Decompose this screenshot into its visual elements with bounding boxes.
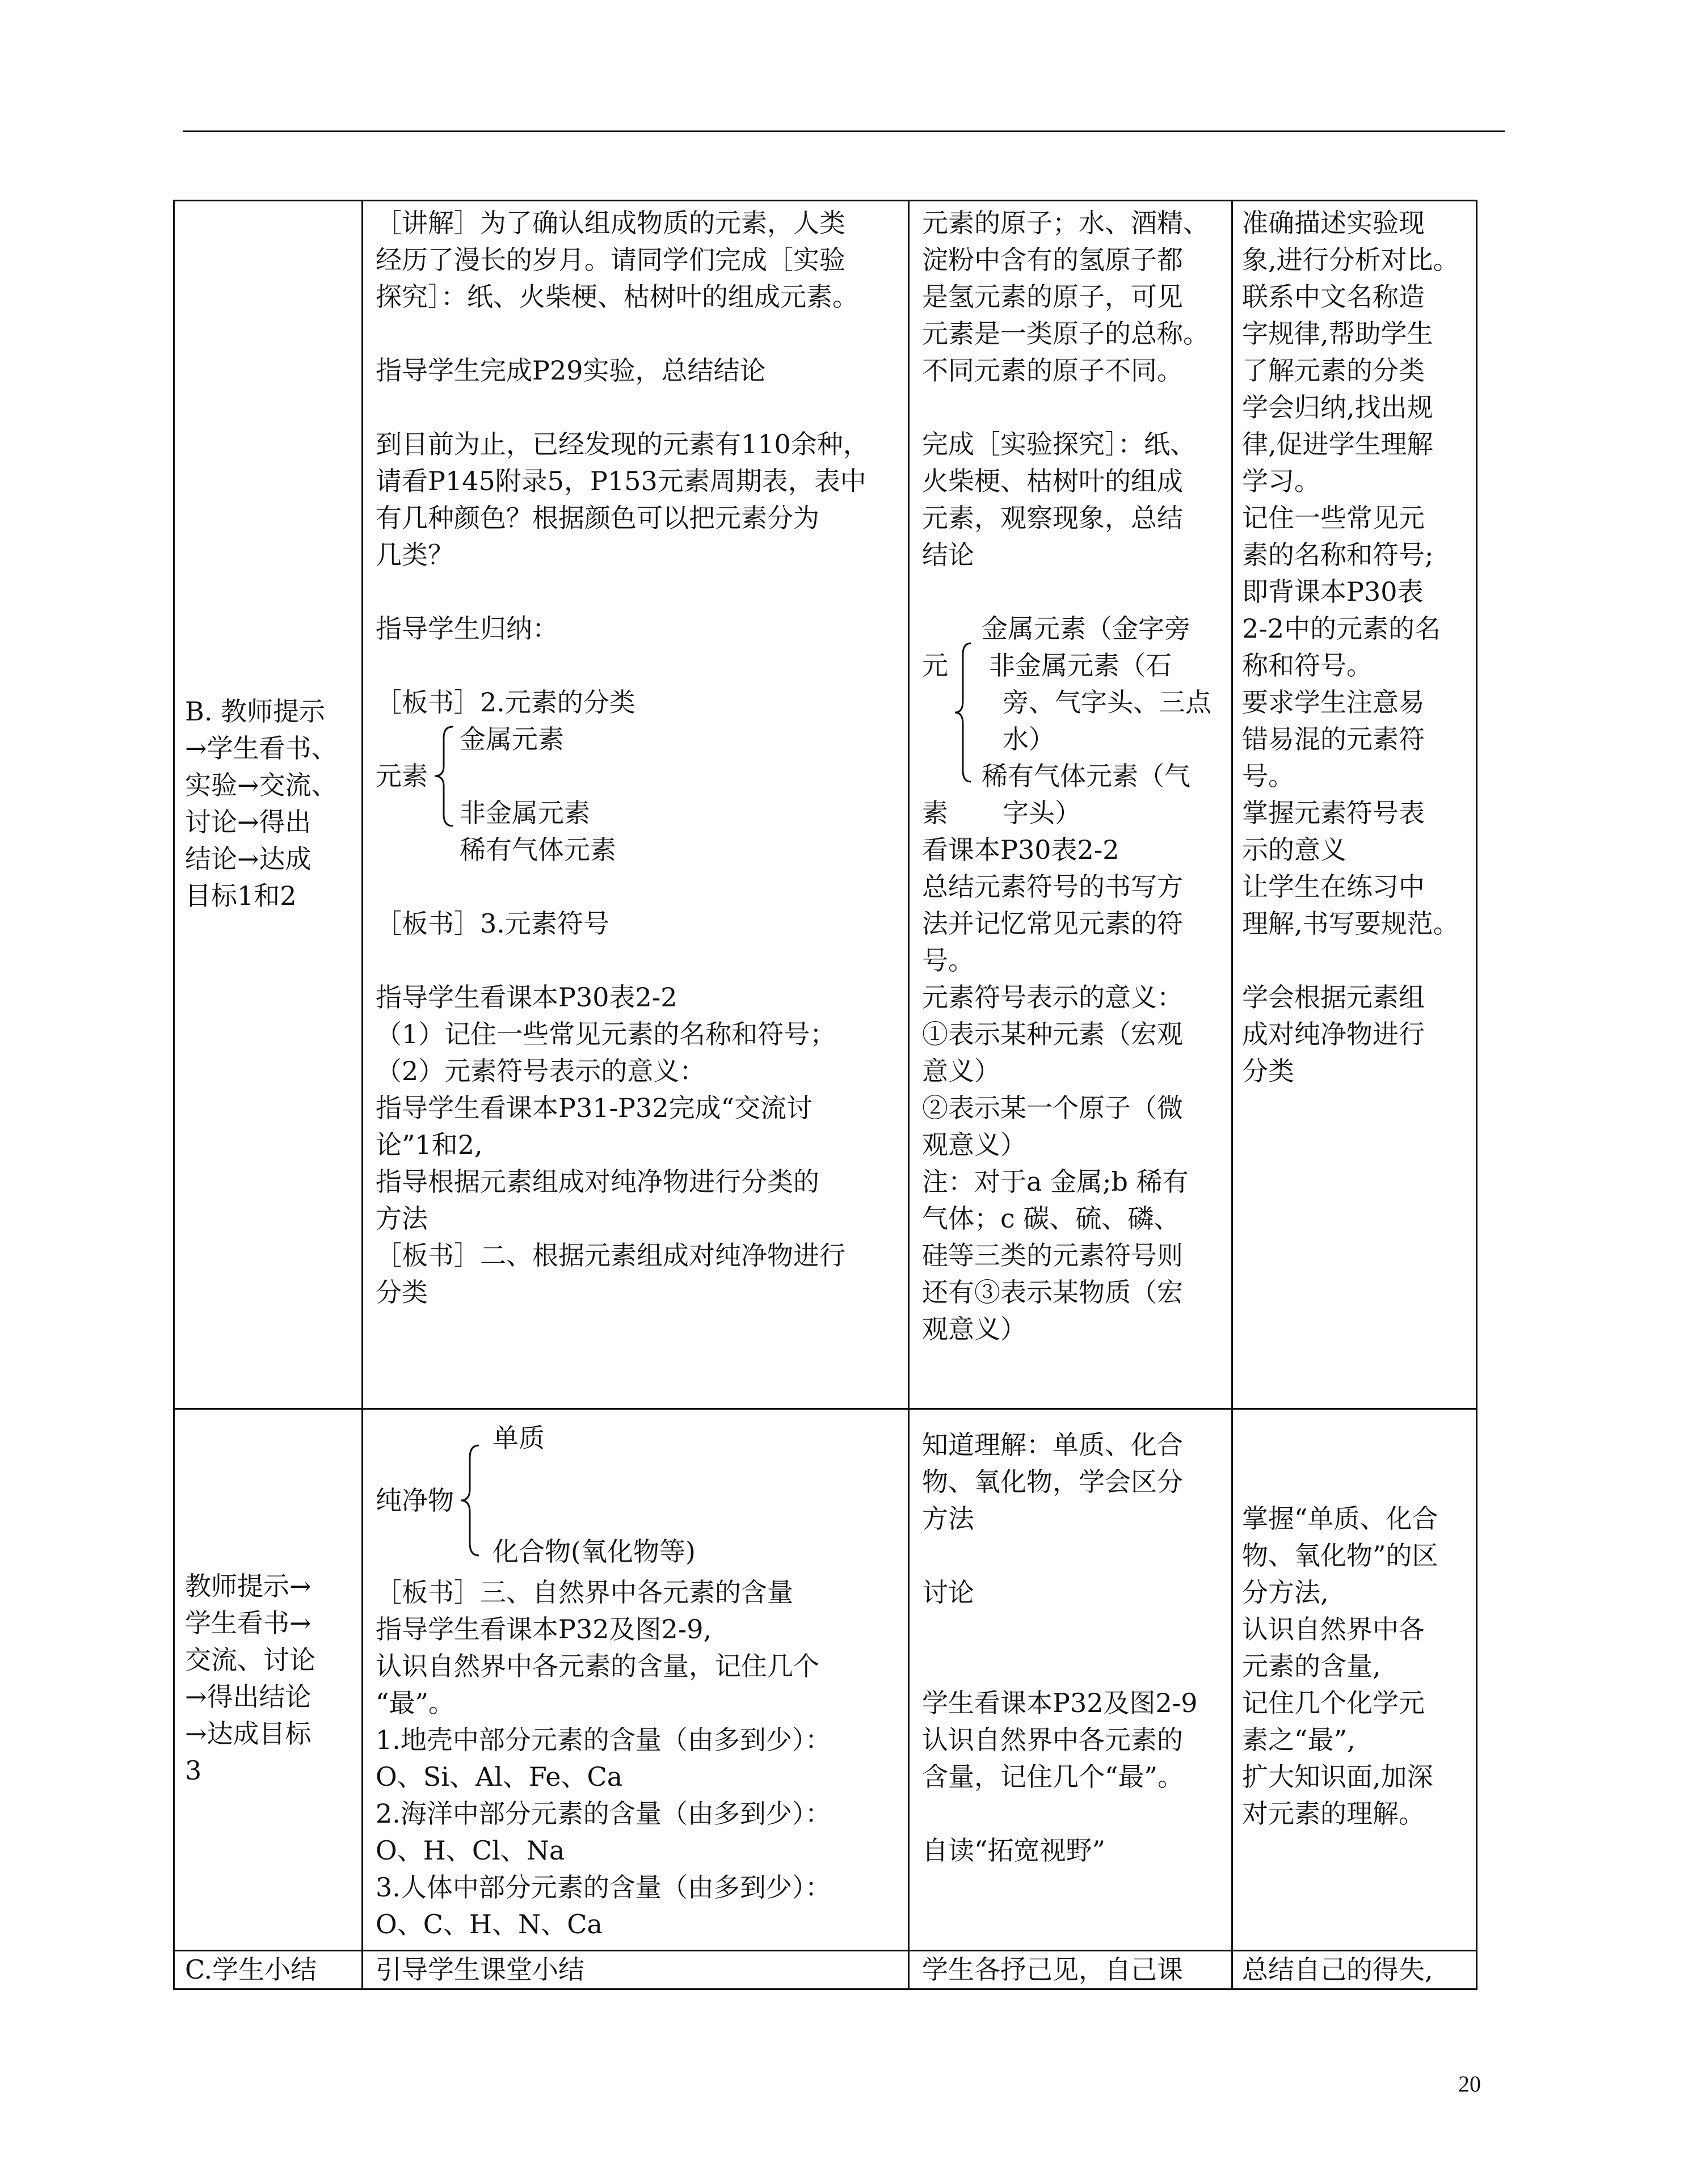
classification-label: 纯净物 (376, 1485, 454, 1516)
stage-cell (174, 1409, 363, 1951)
teacher-text: 分类 (376, 1277, 428, 1308)
teacher-text: 1.地壳中部分元素的含量（由多到少）： (376, 1725, 831, 1755)
intent-text: 准确描述实验现 (1242, 208, 1425, 238)
intent-text: 掌握元素符号表 (1242, 798, 1425, 828)
classification-item: 金属元素（金字旁 (982, 613, 1190, 644)
student-text: 讨论 (922, 1577, 974, 1608)
classification-item: 稀有气体元素（气 (982, 761, 1190, 791)
intent-text: 成对纯净物进行 (1242, 1019, 1425, 1049)
stage-line: →达成目标 (185, 1718, 311, 1749)
student-text: 观意义） (922, 1129, 1026, 1160)
student-text: 知道理解：单质、化合 (922, 1430, 1183, 1460)
teacher-text: 请看P145附录5，P153元素周期表，表中 (376, 466, 866, 496)
intent-text: 字规律,帮助学生 (1242, 318, 1433, 349)
intent-text: 学会根据元素组 (1242, 982, 1425, 1013)
student-text: 火柴梗、枯树叶的组成 (922, 466, 1183, 496)
classification-item: 水） (1003, 724, 1055, 754)
teacher-text: 有几种颜色？根据颜色可以把元素分为 (376, 503, 819, 533)
teacher-text: ［板书］二、根据元素组成对纯净物进行 (376, 1240, 845, 1271)
classification-item: 旁、气字头、三点 (1003, 687, 1211, 718)
stage-line: 学生看书→ (185, 1608, 311, 1638)
intent-text: 素的名称和符号; (1242, 539, 1434, 570)
classification-item: 化合物(氧化物等) (492, 1536, 696, 1567)
stage-line: →学生看书、 (185, 732, 338, 764)
student-text: 学生各抒己见，自己课 (922, 1954, 1183, 1985)
teacher-text: 指导学生看课本P30表2-2 (376, 982, 677, 1013)
teacher-text: 探究］：纸、火柴梗、枯树叶的组成元素。 (376, 281, 858, 312)
stage-line: 讨论→得出 (185, 806, 311, 837)
student-text: 还有③表示某物质（宏 (922, 1277, 1183, 1308)
intent-text: 让学生在练习中 (1242, 871, 1425, 902)
student-text: 淀粉中含有的氢原子都 (922, 244, 1183, 275)
intent-text: 总结自己的得失, (1242, 1954, 1433, 1985)
classification-item: 非金属元素 (460, 798, 590, 828)
teacher-text: 方法 (376, 1203, 428, 1234)
intent-text: 称和符号。 (1242, 650, 1373, 681)
brace-icon (454, 1441, 486, 1560)
student-text: 物、氧化物，学会区分 (922, 1466, 1183, 1497)
stage-line: B. 教师提示 (185, 695, 326, 727)
intent-text: 即背课本P30表 (1242, 576, 1424, 607)
classification-item: 单质 (492, 1423, 545, 1453)
design-intent-cell (1232, 1409, 1477, 1951)
teacher-text: ［讲解］为了确认组成物质的元素，人类 (376, 208, 845, 238)
intent-text: 记住几个化学元 (1242, 1688, 1425, 1718)
student-text: 自读“拓宽视野” (922, 1835, 1106, 1866)
classification-item: 金属元素 (460, 724, 564, 754)
teacher-activity-cell (363, 1409, 909, 1951)
student-text: 学生看课本P32及图2-9 (922, 1688, 1198, 1718)
teacher-text: 指导学生完成P29实验，总结结论 (376, 355, 766, 386)
teacher-text: O、Si、Al、Fe、Ca (376, 1761, 623, 1792)
student-text: 气体；c 碳、硫、磷、 (922, 1203, 1180, 1234)
teacher-text: O、H、Cl、Na (376, 1835, 565, 1866)
board-heading: ［板书］3.元素符号 (376, 908, 609, 939)
teacher-text: 认识自然界中各元素的含量，记住几个 (376, 1651, 819, 1681)
intent-text: 元素的含量, (1242, 1651, 1381, 1681)
table-row-b (174, 201, 1477, 1409)
intent-text: 学习。 (1242, 466, 1320, 496)
student-classification (922, 610, 1219, 832)
stage-line: 目标1和2 (185, 880, 297, 911)
student-text: 号。 (922, 945, 974, 976)
student-text: 元素的原子；水、酒精、 (922, 208, 1209, 238)
student-text: 不同元素的原子不同。 (922, 355, 1183, 386)
intent-text: 要求学生注意易 (1242, 687, 1425, 718)
teacher-text: “最”。 (376, 1688, 455, 1718)
intent-text: 号。 (1242, 761, 1294, 791)
stage-line: 3 (185, 1755, 202, 1786)
intent-text: 扩大知识面,加深 (1242, 1761, 1433, 1792)
stage-line: 教师提示→ (185, 1571, 311, 1601)
intent-text: 律,促进学生理解 (1242, 429, 1433, 459)
student-text: 是氢元素的原子，可见 (922, 281, 1183, 312)
teacher-activity-cell (363, 1951, 909, 1989)
teacher-text: （1）记住一些常见元素的名称和符号； (376, 1019, 836, 1049)
student-text: 认识自然界中各元素的 (922, 1725, 1183, 1755)
teacher-text: 引导学生课堂小结 (376, 1954, 584, 1985)
student-text: 元素符号表示的意义： (922, 982, 1183, 1013)
pure-substance-classification (376, 1423, 895, 1574)
teacher-text: 2.海洋中部分元素的含量（由多到少）： (376, 1798, 831, 1829)
teacher-text: 指导学生归纳： (376, 613, 558, 644)
student-activity-cell (909, 201, 1232, 1409)
student-text: 完成［实验探究］：纸、 (922, 429, 1196, 459)
intent-text: 学会归纳,找出规 (1242, 392, 1433, 423)
student-text: 看课本P30表2-2 (922, 834, 1119, 865)
teacher-text: 几类？ (376, 539, 454, 570)
table-row-c (174, 1409, 1477, 1951)
stage-line: 结论→达成 (185, 843, 311, 874)
teacher-text: （2）元素符号表示的意义： (376, 1056, 706, 1086)
design-intent-cell (1232, 1951, 1477, 1989)
stage-line: 交流、讨论 (185, 1645, 315, 1675)
intent-text: 了解元素的分类 (1242, 355, 1425, 386)
stage-line: →得出结论 (185, 1681, 311, 1712)
intent-text: 联系中文名称造 (1242, 281, 1425, 312)
teacher-text: O、C、H、N、Ca (376, 1909, 603, 1940)
student-text: 观意义） (922, 1314, 1026, 1344)
intent-text: 认识自然界中各 (1242, 1614, 1425, 1645)
student-text: 方法 (922, 1503, 974, 1534)
lesson-plan-table (173, 200, 1477, 1990)
intent-text: 理解,书写要规范。 (1242, 908, 1459, 939)
intent-text: 2-2中的元素的名 (1242, 613, 1441, 644)
student-text: 意义） (922, 1056, 1000, 1086)
classification-item: 字头） (1003, 798, 1081, 828)
teacher-activity-cell (363, 201, 909, 1409)
student-text: 硅等三类的元素符号则 (922, 1240, 1183, 1271)
stage-cell (174, 1951, 363, 1989)
intent-text: 物、氧化物”的区 (1242, 1540, 1438, 1571)
stage-line: C.学生小结 (185, 1954, 317, 1985)
header-rule (183, 130, 1505, 132)
classification-label: 素 (922, 798, 948, 828)
student-text: 元素是一类原子的总称。 (922, 318, 1209, 349)
board-heading: ［板书］2.元素的分类 (376, 687, 635, 718)
teacher-text: 到目前为止，已经发现的元素有110余种， (376, 429, 869, 459)
intent-text: 错易混的元素符 (1242, 724, 1425, 754)
student-text: ①表示某种元素（宏观 (922, 1019, 1183, 1049)
student-text: 元素，观察现象，总结 (922, 503, 1183, 533)
intent-text: 示的意义 (1242, 834, 1346, 865)
student-activity-cell (909, 1951, 1232, 1989)
intent-text: 分方法, (1242, 1577, 1329, 1608)
page-number: 20 (1458, 2071, 1481, 2097)
teacher-text: 3.人体中部分元素的含量（由多到少）： (376, 1872, 831, 1903)
stage-cell (174, 201, 363, 1409)
intent-text: 记住一些常见元 (1242, 503, 1425, 533)
teacher-text: 指导学生看课本P32及图2-9, (376, 1614, 712, 1645)
intent-text: 掌握“单质、化合 (1242, 1503, 1438, 1534)
table-row-summary (174, 1951, 1477, 1989)
classification-item: 稀有气体元素 (460, 834, 616, 865)
element-classification (376, 721, 895, 865)
student-text: 法并记忆常见元素的符 (922, 908, 1183, 939)
classification-item: 非金属元素（石 (989, 650, 1172, 681)
student-activity-cell (909, 1409, 1232, 1951)
board-heading: ［板书］三、自然界中各元素的含量 (376, 1577, 793, 1608)
teacher-text: 经历了漫长的岁月。请同学们完成［实验 (376, 244, 845, 275)
brace-icon (428, 721, 460, 832)
intent-text: 象,进行分析对比。 (1242, 244, 1459, 275)
stage-line: 实验→交流、 (185, 769, 338, 800)
teacher-text: 指导学生看课本P31-P32完成“交流讨 (376, 1093, 813, 1123)
teacher-text: 论”1和2, (376, 1129, 483, 1160)
intent-text: 分类 (1242, 1056, 1294, 1086)
design-intent-cell (1232, 201, 1477, 1409)
classification-label: 元素 (376, 761, 428, 791)
student-text: 注：对于a 金属;b 稀有 (922, 1166, 1189, 1197)
student-text: 总结元素符号的书写方 (922, 871, 1183, 902)
intent-text: 素之“最”, (1242, 1725, 1356, 1755)
classification-label: 元 (922, 650, 948, 681)
student-text: 结论 (922, 539, 974, 570)
intent-text: 对元素的理解。 (1242, 1798, 1425, 1829)
brace-icon (952, 639, 974, 786)
student-text: ②表示某一个原子（微 (922, 1093, 1183, 1123)
student-text: 含量，记住几个“最”。 (922, 1761, 1184, 1792)
teacher-text: 指导根据元素组成对纯净物进行分类的 (376, 1166, 819, 1197)
